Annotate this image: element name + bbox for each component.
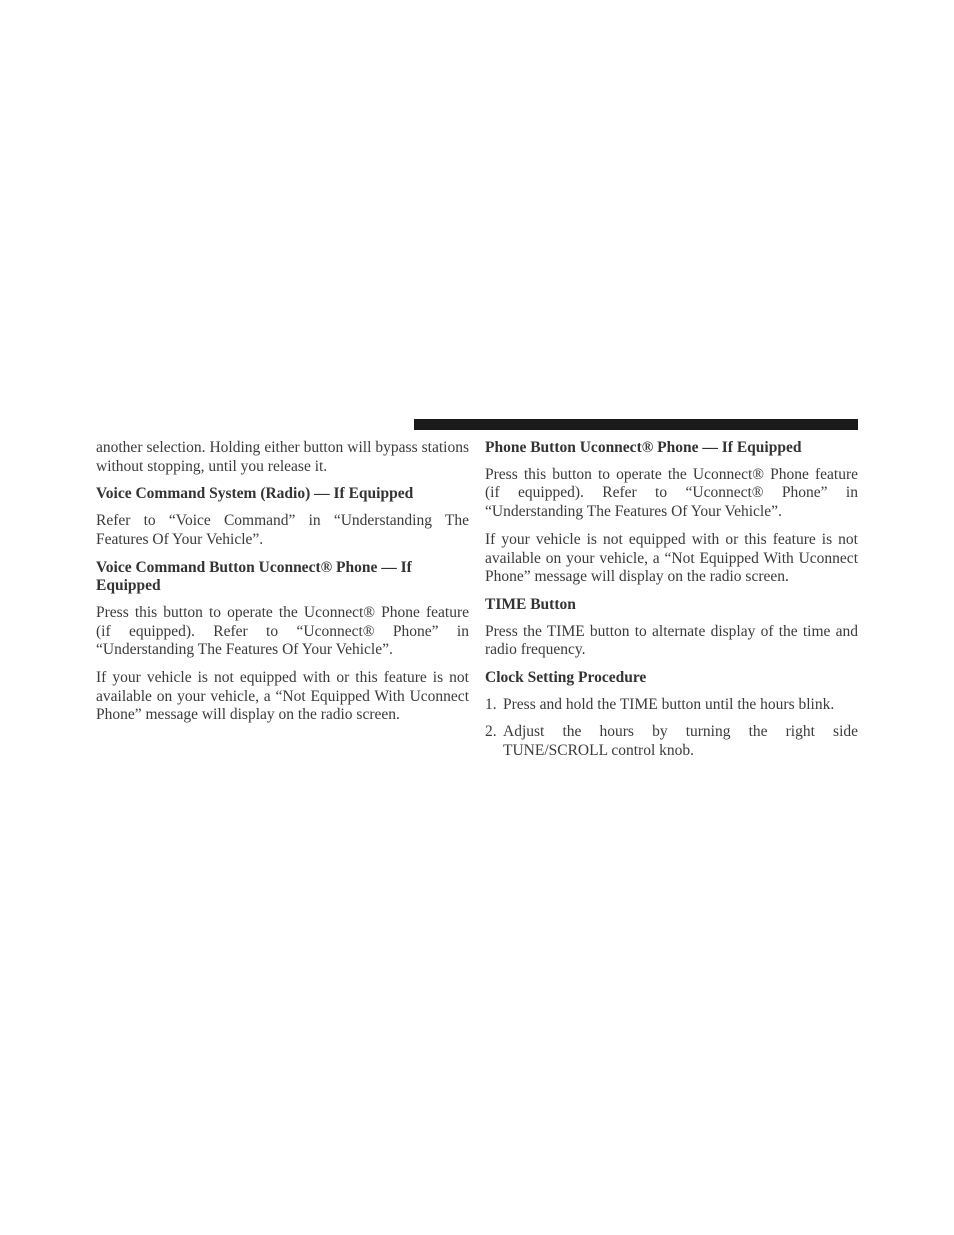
paragraph-voice-command-operate: Press this button to operate the Uconnect® Phone feature (if equipped). Refer to “Uconnect® Phone” in “Understanding The Features Of Your Vehicle”. bbox=[96, 603, 469, 659]
list-item bbox=[485, 723, 858, 760]
paragraph-voice-command-not-equipped: If your vehicle is not equipped with or this feature is not available on your vehicle, a “Not Equipped With Uconnect Phone” message will display on the radio screen. bbox=[96, 669, 469, 724]
clock-setting-steps bbox=[485, 696, 858, 761]
heading-clock-setting: Clock Setting Procedure bbox=[485, 669, 647, 687]
left-column bbox=[96, 437, 469, 734]
heading-voice-command-button: Voice Command Button Uconnect® Phone — If Equipped bbox=[96, 558, 412, 595]
paragraph-phone-operate: Press this button to operate the Uconnect® Phone feature (if equipped). Refer to “Uconnect® Phone” in “Understanding The Features Of Your Vehicle”. bbox=[485, 465, 858, 521]
paragraph-phone-not-equipped: If your vehicle is not equipped with or this feature is not available on your vehicle, a “Not Equipped With Uconnect Phone” message will display on the radio screen. bbox=[485, 530, 858, 586]
step-number: 1. bbox=[485, 695, 497, 713]
heading-voice-command-system: Voice Command System (Radio) — If Equipped bbox=[96, 485, 414, 503]
list-item bbox=[485, 696, 858, 715]
step-text: Press and hold the TIME button until the hours blink. bbox=[503, 695, 835, 713]
right-column bbox=[485, 437, 858, 770]
step-text: Adjust the hours by turning the right side TUNE/SCROLL control knob. bbox=[503, 723, 858, 760]
paragraph-bypass-stations: another selection. Holding either button will bypass stations without stopping, until you release it. bbox=[96, 439, 469, 475]
heading-time-button: TIME Button bbox=[485, 595, 576, 613]
section-header-bar bbox=[414, 419, 858, 430]
step-number: 2. bbox=[485, 723, 497, 741]
heading-phone-button: Phone Button Uconnect® Phone — If Equipped bbox=[485, 439, 802, 456]
paragraph-time-button: Press the TIME button to alternate display of the time and radio frequency. bbox=[485, 622, 858, 659]
paragraph-voice-command-reference: Refer to “Voice Command” in “Understanding The Features Of Your Vehicle”. bbox=[96, 512, 469, 548]
